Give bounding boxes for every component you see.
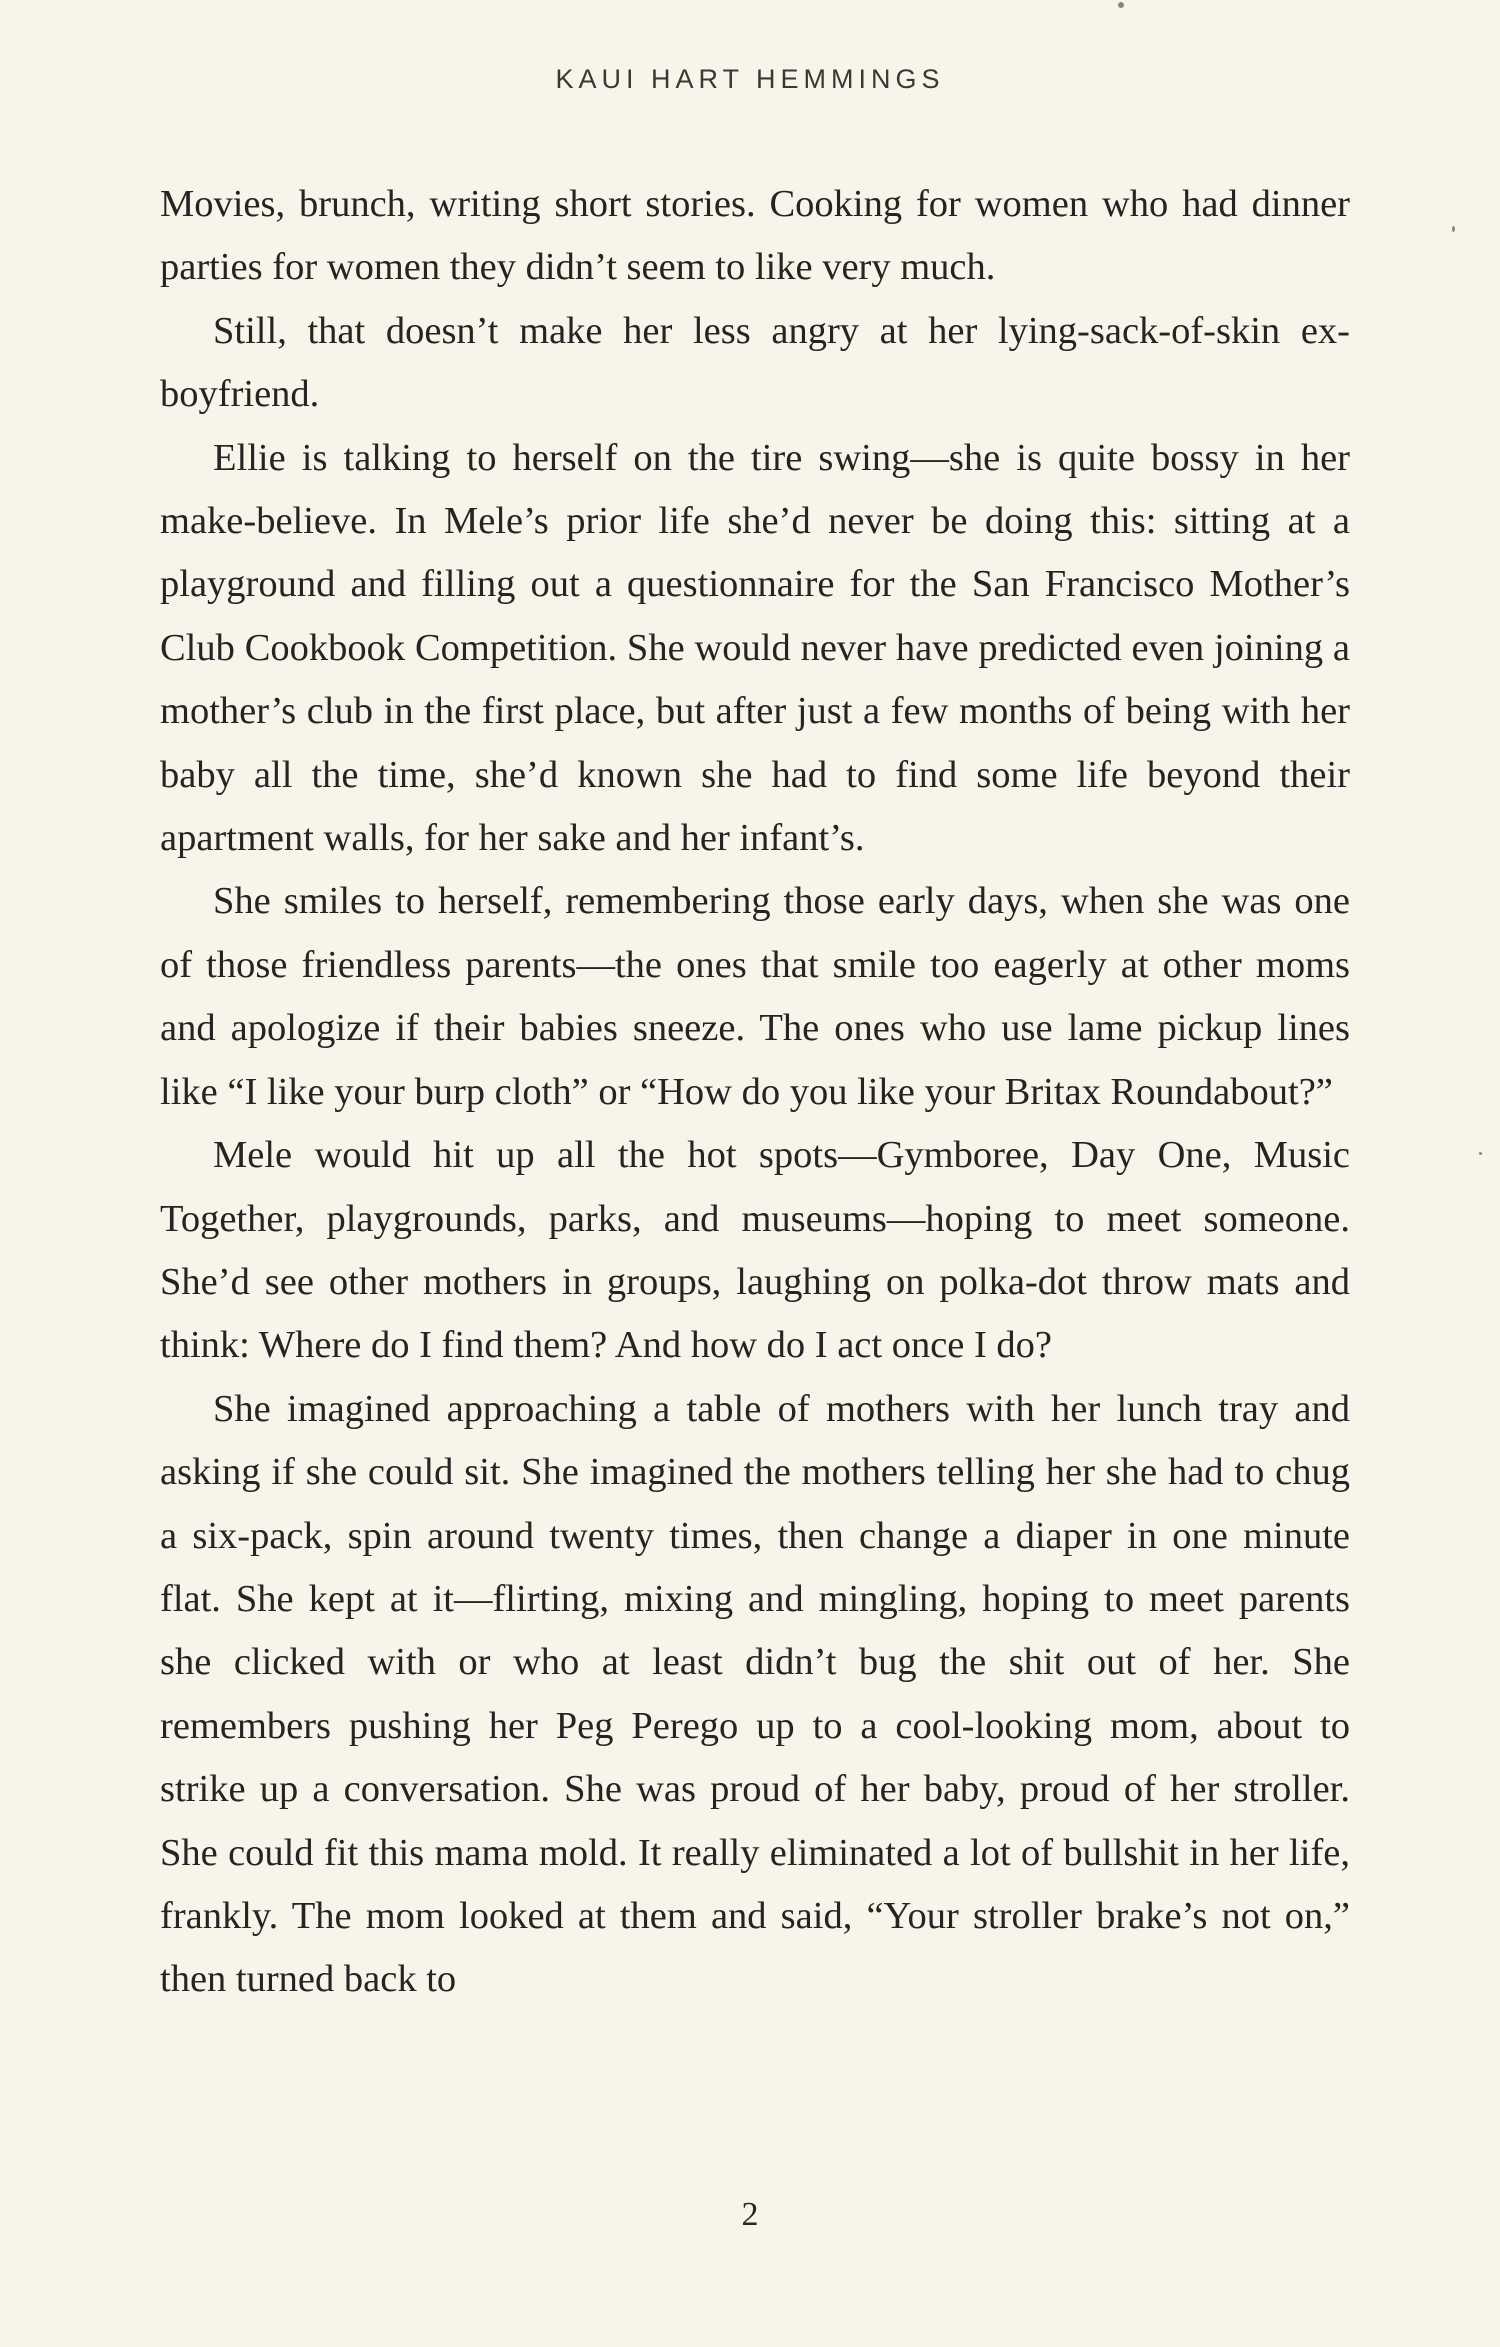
paragraph: She imagined approaching a table of mothers with her lunch tray and asking if she could sit. She imagined the mothers telling her she had to chug a six-pack, spin around twenty times, then change a diaper in one minute flat. She kept at it—flirting, mixing and mingling, hoping to meet parents she clicked with or who at least didn’t bug the shit out of her. She remembers pushing her Peg Perego up to a cool-looking mom, about to strike up a conversation. She was proud of her baby, proud of her stroller. She could fit this mama mold. It really eliminated a lot of bullshit in her life, frankly. The mom looked at them and said, “Your stroller brake’s not on,” then turned back to — [160, 1387, 1350, 2001]
page-number: 2 — [741, 2196, 759, 2233]
paragraph: She smiles to herself, remembering those early days, when she was one of those friendless parents—the ones that smile too eagerly at other moms and apologize if their babies sneeze. The ones who use lame pickup lines like “I like your burp cloth” or “How do you like your Britax Roundabout?” — [160, 880, 1350, 1113]
running-head: KAUI HART HEMMINGS — [555, 64, 945, 94]
body-text — [160, 173, 1350, 2012]
paragraph: Still, that doesn’t make her less angry at her lying-sack-of-skin ex-boyfriend. — [160, 309, 1350, 416]
paper-speck — [1118, 2, 1124, 8]
paper-speck — [1479, 1152, 1482, 1155]
paragraph: Movies, brunch, writing short stories. Cooking for women who had dinner parties for women they didn’t seem to like very much. — [160, 183, 1350, 289]
paper-speck — [1452, 226, 1455, 232]
paragraph: Mele would hit up all the hot spots—Gymboree, Day One, Music Together, playgrounds, parks, and museums—hoping to meet someone. She’d see other mothers in groups, laughing on polka-dot throw mats and think: Where do I find them? And how do I act once I do? — [160, 1134, 1350, 1367]
paragraph: Ellie is talking to herself on the tire swing—she is quite bossy in her make-believe. In Mele’s prior life she’d never be doing this: sitting at a playground and filling out a questionnaire for the San Francisco Mother’s Club Cookbook Competition. She would never have predicted even joining a mother’s club in the first place, but after just a few months of being with her baby all the time, she’d known she had to find some life beyond their apartment walls, for her sake and her infant’s. — [160, 436, 1350, 860]
